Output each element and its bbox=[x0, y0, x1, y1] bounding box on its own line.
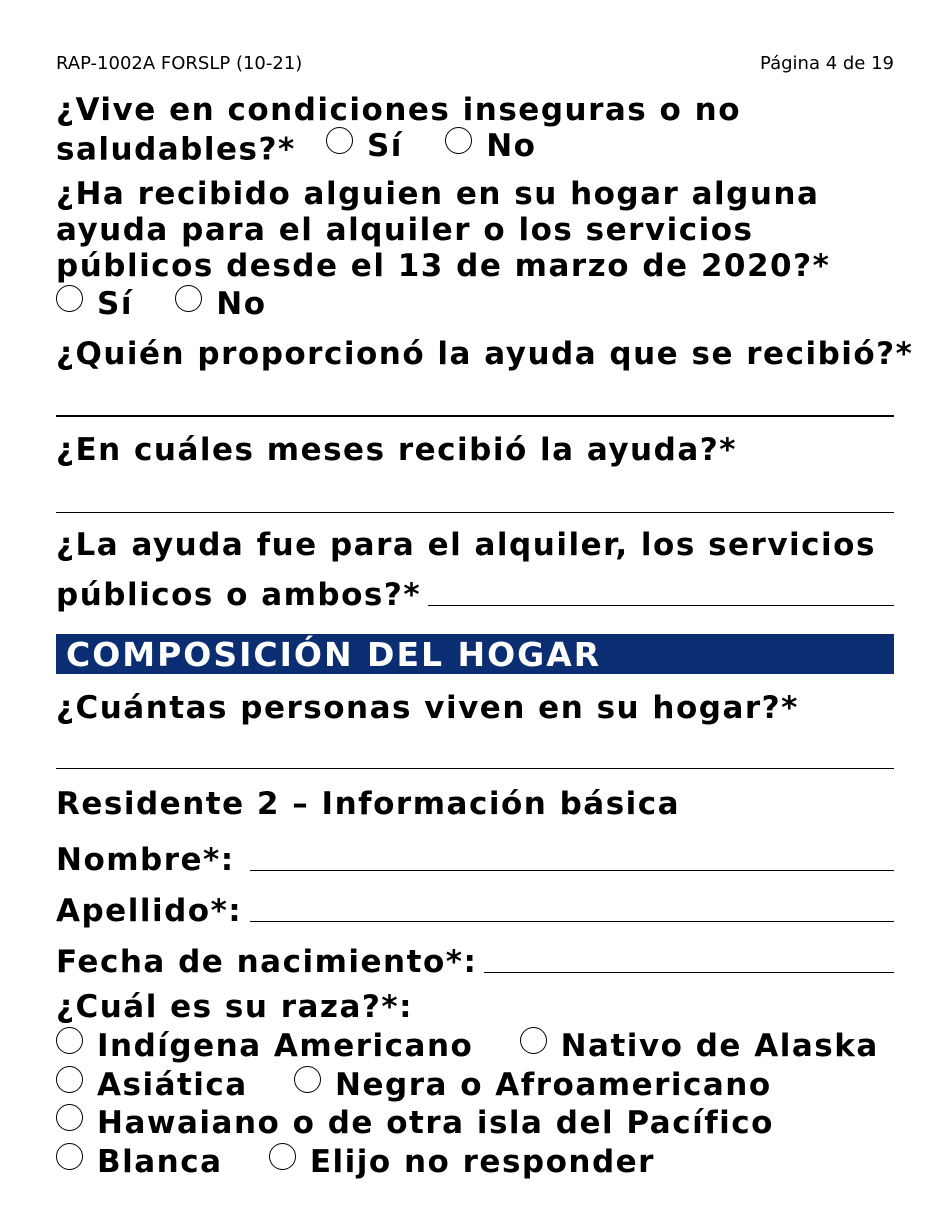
assist-type-field[interactable] bbox=[428, 605, 894, 606]
race-decline-option[interactable] bbox=[269, 1144, 655, 1180]
race-asian-label: Asiática bbox=[97, 1067, 248, 1103]
first-name-field[interactable] bbox=[250, 870, 894, 871]
assist-question-line3: públicos desde el 13 de marzo de 2020?* bbox=[56, 248, 831, 284]
who-provided-question: ¿Quién proporcionó la ayuda que se recibió?* bbox=[56, 336, 914, 372]
race-decline-label: Elijo no responder bbox=[309, 1144, 655, 1180]
unsafe-question-line2: saludables?* bbox=[56, 131, 296, 168]
household-count-field[interactable] bbox=[56, 768, 894, 769]
race-white-option[interactable] bbox=[56, 1144, 223, 1180]
last-name-label: Apellido*: bbox=[56, 893, 243, 929]
assist-options-row bbox=[56, 286, 267, 326]
race-row-3 bbox=[56, 1105, 774, 1145]
dob-label: Fecha de nacimiento*: bbox=[56, 944, 478, 980]
race-decline-radio[interactable] bbox=[269, 1143, 296, 1170]
race-alaska-native-radio[interactable] bbox=[520, 1027, 547, 1054]
assist-yes-label: Sí bbox=[97, 286, 133, 322]
race-black-label: Negra o Afroamericano bbox=[335, 1067, 772, 1103]
race-black-radio[interactable] bbox=[294, 1066, 321, 1093]
race-white-label: Blanca bbox=[97, 1144, 223, 1180]
race-row-1 bbox=[56, 1028, 879, 1068]
who-provided-field[interactable] bbox=[56, 415, 894, 417]
race-black-option[interactable] bbox=[294, 1067, 772, 1103]
page-number: Página 4 de 19 bbox=[760, 53, 894, 74]
unsafe-no-label: No bbox=[486, 128, 537, 164]
race-native-american-radio[interactable] bbox=[56, 1027, 83, 1054]
race-hawaiian-label: Hawaiano o de otra isla del Pacífico bbox=[97, 1105, 774, 1141]
unsafe-yes-label: Sí bbox=[366, 128, 403, 164]
assist-type-question-line1: ¿La ayuda fue para el alquiler, los servicios bbox=[56, 527, 876, 563]
months-question: ¿En cuáles meses recibió la ayuda?* bbox=[56, 432, 737, 468]
first-name-label: Nombre*: bbox=[56, 842, 235, 878]
unsafe-question-line1: ¿Vive en condiciones inseguras o no bbox=[56, 92, 742, 128]
assist-yes-radio[interactable] bbox=[56, 285, 83, 312]
assist-question-line2: ayuda para el alquiler o los servicios bbox=[56, 212, 754, 248]
race-asian-radio[interactable] bbox=[56, 1066, 83, 1093]
dob-field[interactable] bbox=[484, 972, 894, 973]
race-alaska-native-option[interactable] bbox=[520, 1028, 879, 1064]
household-section-title: COMPOSICIÓN DEL HOGAR bbox=[66, 635, 602, 674]
race-hawaiian-radio[interactable] bbox=[56, 1104, 83, 1131]
household-count-question: ¿Cuántas personas viven en su hogar?* bbox=[56, 690, 799, 726]
race-row-2 bbox=[56, 1067, 772, 1107]
resident-heading: Residente 2 – Información básica bbox=[56, 786, 681, 822]
assist-no-label: No bbox=[216, 286, 267, 322]
unsafe-yes-option[interactable] bbox=[326, 128, 403, 164]
last-name-field[interactable] bbox=[250, 921, 894, 922]
race-alaska-native-label: Nativo de Alaska bbox=[560, 1028, 879, 1064]
race-native-american-option[interactable] bbox=[56, 1028, 473, 1064]
race-question: ¿Cuál es su raza?*: bbox=[56, 989, 413, 1025]
months-field[interactable] bbox=[56, 512, 894, 513]
unsafe-question-row bbox=[56, 128, 536, 168]
unsafe-no-radio[interactable] bbox=[445, 127, 472, 154]
unsafe-no-option[interactable] bbox=[445, 128, 536, 164]
assist-type-question-line2: públicos o ambos?* bbox=[56, 577, 422, 613]
race-hawaiian-option[interactable] bbox=[56, 1105, 774, 1141]
race-white-radio[interactable] bbox=[56, 1143, 83, 1170]
race-native-american-label: Indígena Americano bbox=[97, 1028, 474, 1064]
race-row-4 bbox=[56, 1144, 655, 1184]
assist-no-radio[interactable] bbox=[175, 285, 202, 312]
race-asian-option[interactable] bbox=[56, 1067, 248, 1103]
unsafe-yes-radio[interactable] bbox=[326, 127, 353, 154]
assist-yes-option[interactable] bbox=[56, 286, 133, 322]
form-id: RAP-1002A FORSLP (10-21) bbox=[56, 53, 303, 74]
assist-question-line1: ¿Ha recibido alguien en su hogar alguna bbox=[56, 176, 820, 212]
assist-no-option[interactable] bbox=[175, 286, 266, 322]
household-section-header bbox=[56, 634, 894, 674]
